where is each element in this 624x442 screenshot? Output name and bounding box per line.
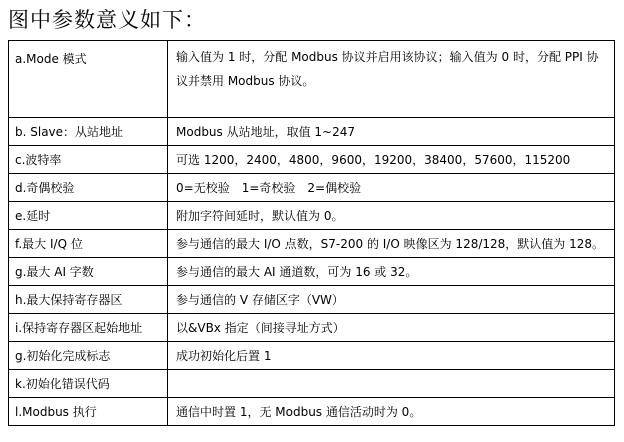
param-name: l.Modbus 执行 (9, 398, 168, 426)
table-row (9, 286, 615, 314)
param-description: 参与通信的最大 I/O 点数，S7-200 的 I/O 映像区为 128/128，默认值为 128。 (168, 230, 615, 258)
table-row (9, 398, 615, 426)
param-description: 0=无校验 1=奇校验 2=偶校验 (168, 174, 615, 202)
param-description: 以&VBx 指定（间接寻址方式） (168, 314, 615, 342)
param-name: d.奇偶校验 (9, 174, 168, 202)
param-description: 可选 1200，2400，4800，9600，19200，38400，57600，115200 (168, 146, 615, 174)
param-name: g.初始化完成标志 (9, 342, 168, 370)
page-heading: 图中参数意义如下： (8, 8, 206, 32)
param-description: Modbus 从站地址，取值 1~247 (168, 118, 615, 146)
table-row (9, 118, 615, 146)
param-description: 通信中时置 1，无 Modbus 通信活动时为 0。 (168, 398, 615, 426)
param-name: g.最大 AI 字数 (9, 258, 168, 286)
table-row (9, 41, 615, 118)
table-row (9, 258, 615, 286)
table-row (9, 370, 615, 398)
param-name: a.Mode 模式 (9, 41, 168, 118)
param-name: h.最大保持寄存器区 (9, 286, 168, 314)
table-row (9, 146, 615, 174)
param-description: 成功初始化后置 1 (168, 342, 615, 370)
param-name: k.初始化错误代码 (9, 370, 168, 398)
param-name: f.最大 I/Q 位 (9, 230, 168, 258)
param-name: b. Slave：从站地址 (9, 118, 168, 146)
table-row (9, 314, 615, 342)
param-name: i.保持寄存器区起始地址 (9, 314, 168, 342)
param-description (168, 370, 615, 398)
table-row (9, 342, 615, 370)
parameter-table (8, 40, 615, 426)
param-name: e.延时 (9, 202, 168, 230)
param-description: 输入值为 1 时，分配 Modbus 协议并启用该协议；输入值为 0 时，分配 PPI 协议并禁用 Modbus 协议。 (168, 41, 615, 118)
table-row (9, 174, 615, 202)
param-name: c.波特率 (9, 146, 168, 174)
param-description: 附加字符间延时，默认值为 0。 (168, 202, 615, 230)
table-row (9, 202, 615, 230)
param-description: 参与通信的 V 存储区字（VW） (168, 286, 615, 314)
param-description: 参与通信的最大 AI 通道数，可为 16 或 32。 (168, 258, 615, 286)
table-row (9, 230, 615, 258)
